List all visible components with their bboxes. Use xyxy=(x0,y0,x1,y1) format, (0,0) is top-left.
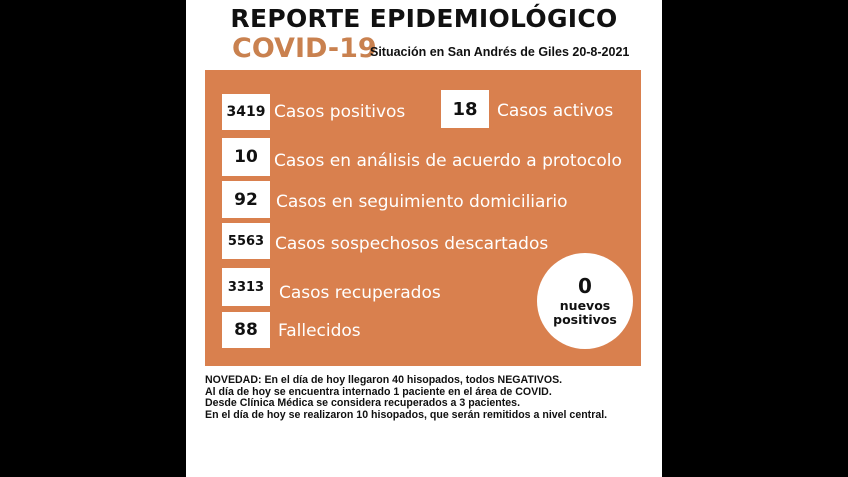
novedad-line: NOVEDAD: En el día de hoy llegaron 40 hisopados, todos NEGATIVOS. xyxy=(205,374,563,386)
novedad-line: Al día de hoy se encuentra internado 1 paciente en el área de COVID. xyxy=(205,385,552,398)
analisis-value: 10 xyxy=(222,138,270,176)
stats-panel xyxy=(205,70,641,366)
seguimiento-label: Casos en seguimiento domiciliario xyxy=(276,192,568,212)
descartados-value: 5563 xyxy=(222,223,270,259)
recuperados-label: Casos recuperados xyxy=(279,283,441,303)
novedad-line: Desde Clínica Médica se considera recuperados a 3 pacientes. xyxy=(205,397,521,410)
nuevos-line2: positivos xyxy=(553,311,617,327)
seguimiento-value: 92 xyxy=(222,181,270,218)
fallecidos-label: Fallecidos xyxy=(278,321,361,341)
covid-subtitle: COVID-19 xyxy=(232,33,377,64)
positivos-value: 3419 xyxy=(222,94,270,130)
report-card xyxy=(186,0,662,477)
descartados-label: Casos sospechosos descartados xyxy=(275,234,549,254)
situation-line: Situación en San Andrés de Giles 20-8-2021 xyxy=(370,45,630,59)
nuevos-line1: nuevos xyxy=(559,298,611,314)
analisis-label: Casos en análisis de acuerdo a protocolo xyxy=(274,151,622,171)
fallecidos-value: 88 xyxy=(222,312,270,348)
recuperados-value: 3313 xyxy=(222,268,270,306)
report-title: REPORTE EPIDEMIOLÓGICO xyxy=(230,4,618,33)
activos-label: Casos activos xyxy=(497,101,614,121)
nuevos-value: 0 xyxy=(578,274,592,299)
novedad-line: En el día de hoy se realizaron 10 hisopados, que serán remitidos a nivel central. xyxy=(205,408,608,421)
positivos-label: Casos positivos xyxy=(274,102,406,122)
nuevos-positivos-badge xyxy=(537,253,633,349)
novedad-notes xyxy=(205,375,655,421)
activos-value: 18 xyxy=(441,90,489,128)
